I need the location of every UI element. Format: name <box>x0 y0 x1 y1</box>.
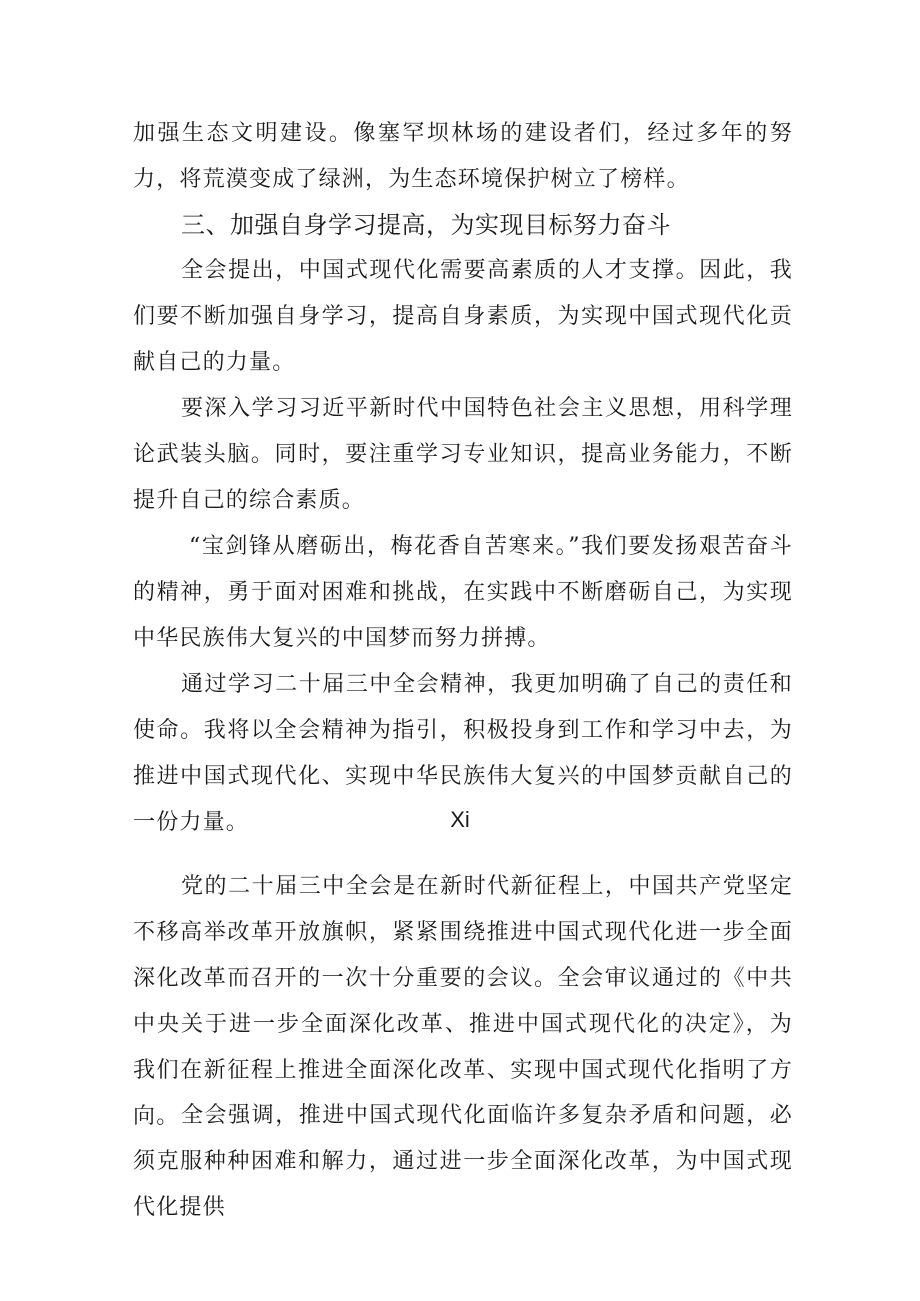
paragraph-ecology: 加强生态文明建设。像塞罕坝林场的建设者们，经过多年的努力，将荒漠变成了绿洲，为生态环境保护树立了榜样。 <box>133 121 793 192</box>
section-title: Xi <box>450 807 470 832</box>
paragraph-plenum-intro: 党的二十届三中全会是在新时代新征程上，中国共产党坚定不移高举改革开放旗帜，紧紧围绕推进中国式现代化进一步全面深化改革而召开的一次十分重要的会议。全会审议通过的《中共中央关于进一步全面深化改革、推进中国式现代化的决定》，为我们在新征程上推进全面深化改革、实现中国式现代化指明了方向。 <box>133 874 793 1129</box>
paragraph-talent: 全会提出，中国式现代化需要高素质的人才支撑。因此，我们要不断加强自身学习，提高自身素质，为实现中国式现代化贡献自己的力量。 <box>133 258 793 375</box>
paragraph-plenum-emphasis: 全会强调，推进中国式现代化面临许多复杂矛盾和问题，必须克服种种困难和解力，通过进一步全面深化改革，为中国式现代化提供 <box>133 1103 793 1220</box>
paragraph-quote: “宝剑锋从磨砺出，梅花香自苦寒来。”我们要发扬艰苦奋斗的精神，勇于面对困难和挑战，在实践中不断磨砺自己，为实现中华民族伟大复兴的中国梦而努力拼搏。 <box>133 534 793 651</box>
paragraph-study-thought: 要深入学习习近平新时代中国特色社会主义思想，用科学理论武装头脑。同时，要注重学习专业知识，提高业务能力，不断提升自己的综合素质。 <box>133 396 793 513</box>
paragraph-conclusion: 通过学习二十届三中全会精神，我更加明确了自己的责任和使命。我将以全会精神为指引，积极投身到工作和学习中去，为推进中国式现代化、实现中华民族伟大复兴的中国梦贡献自己的一份力量。 <box>133 672 793 835</box>
section-heading-three: 三、加强自身学习提高，为实现目标努力奋斗 <box>181 211 671 239</box>
